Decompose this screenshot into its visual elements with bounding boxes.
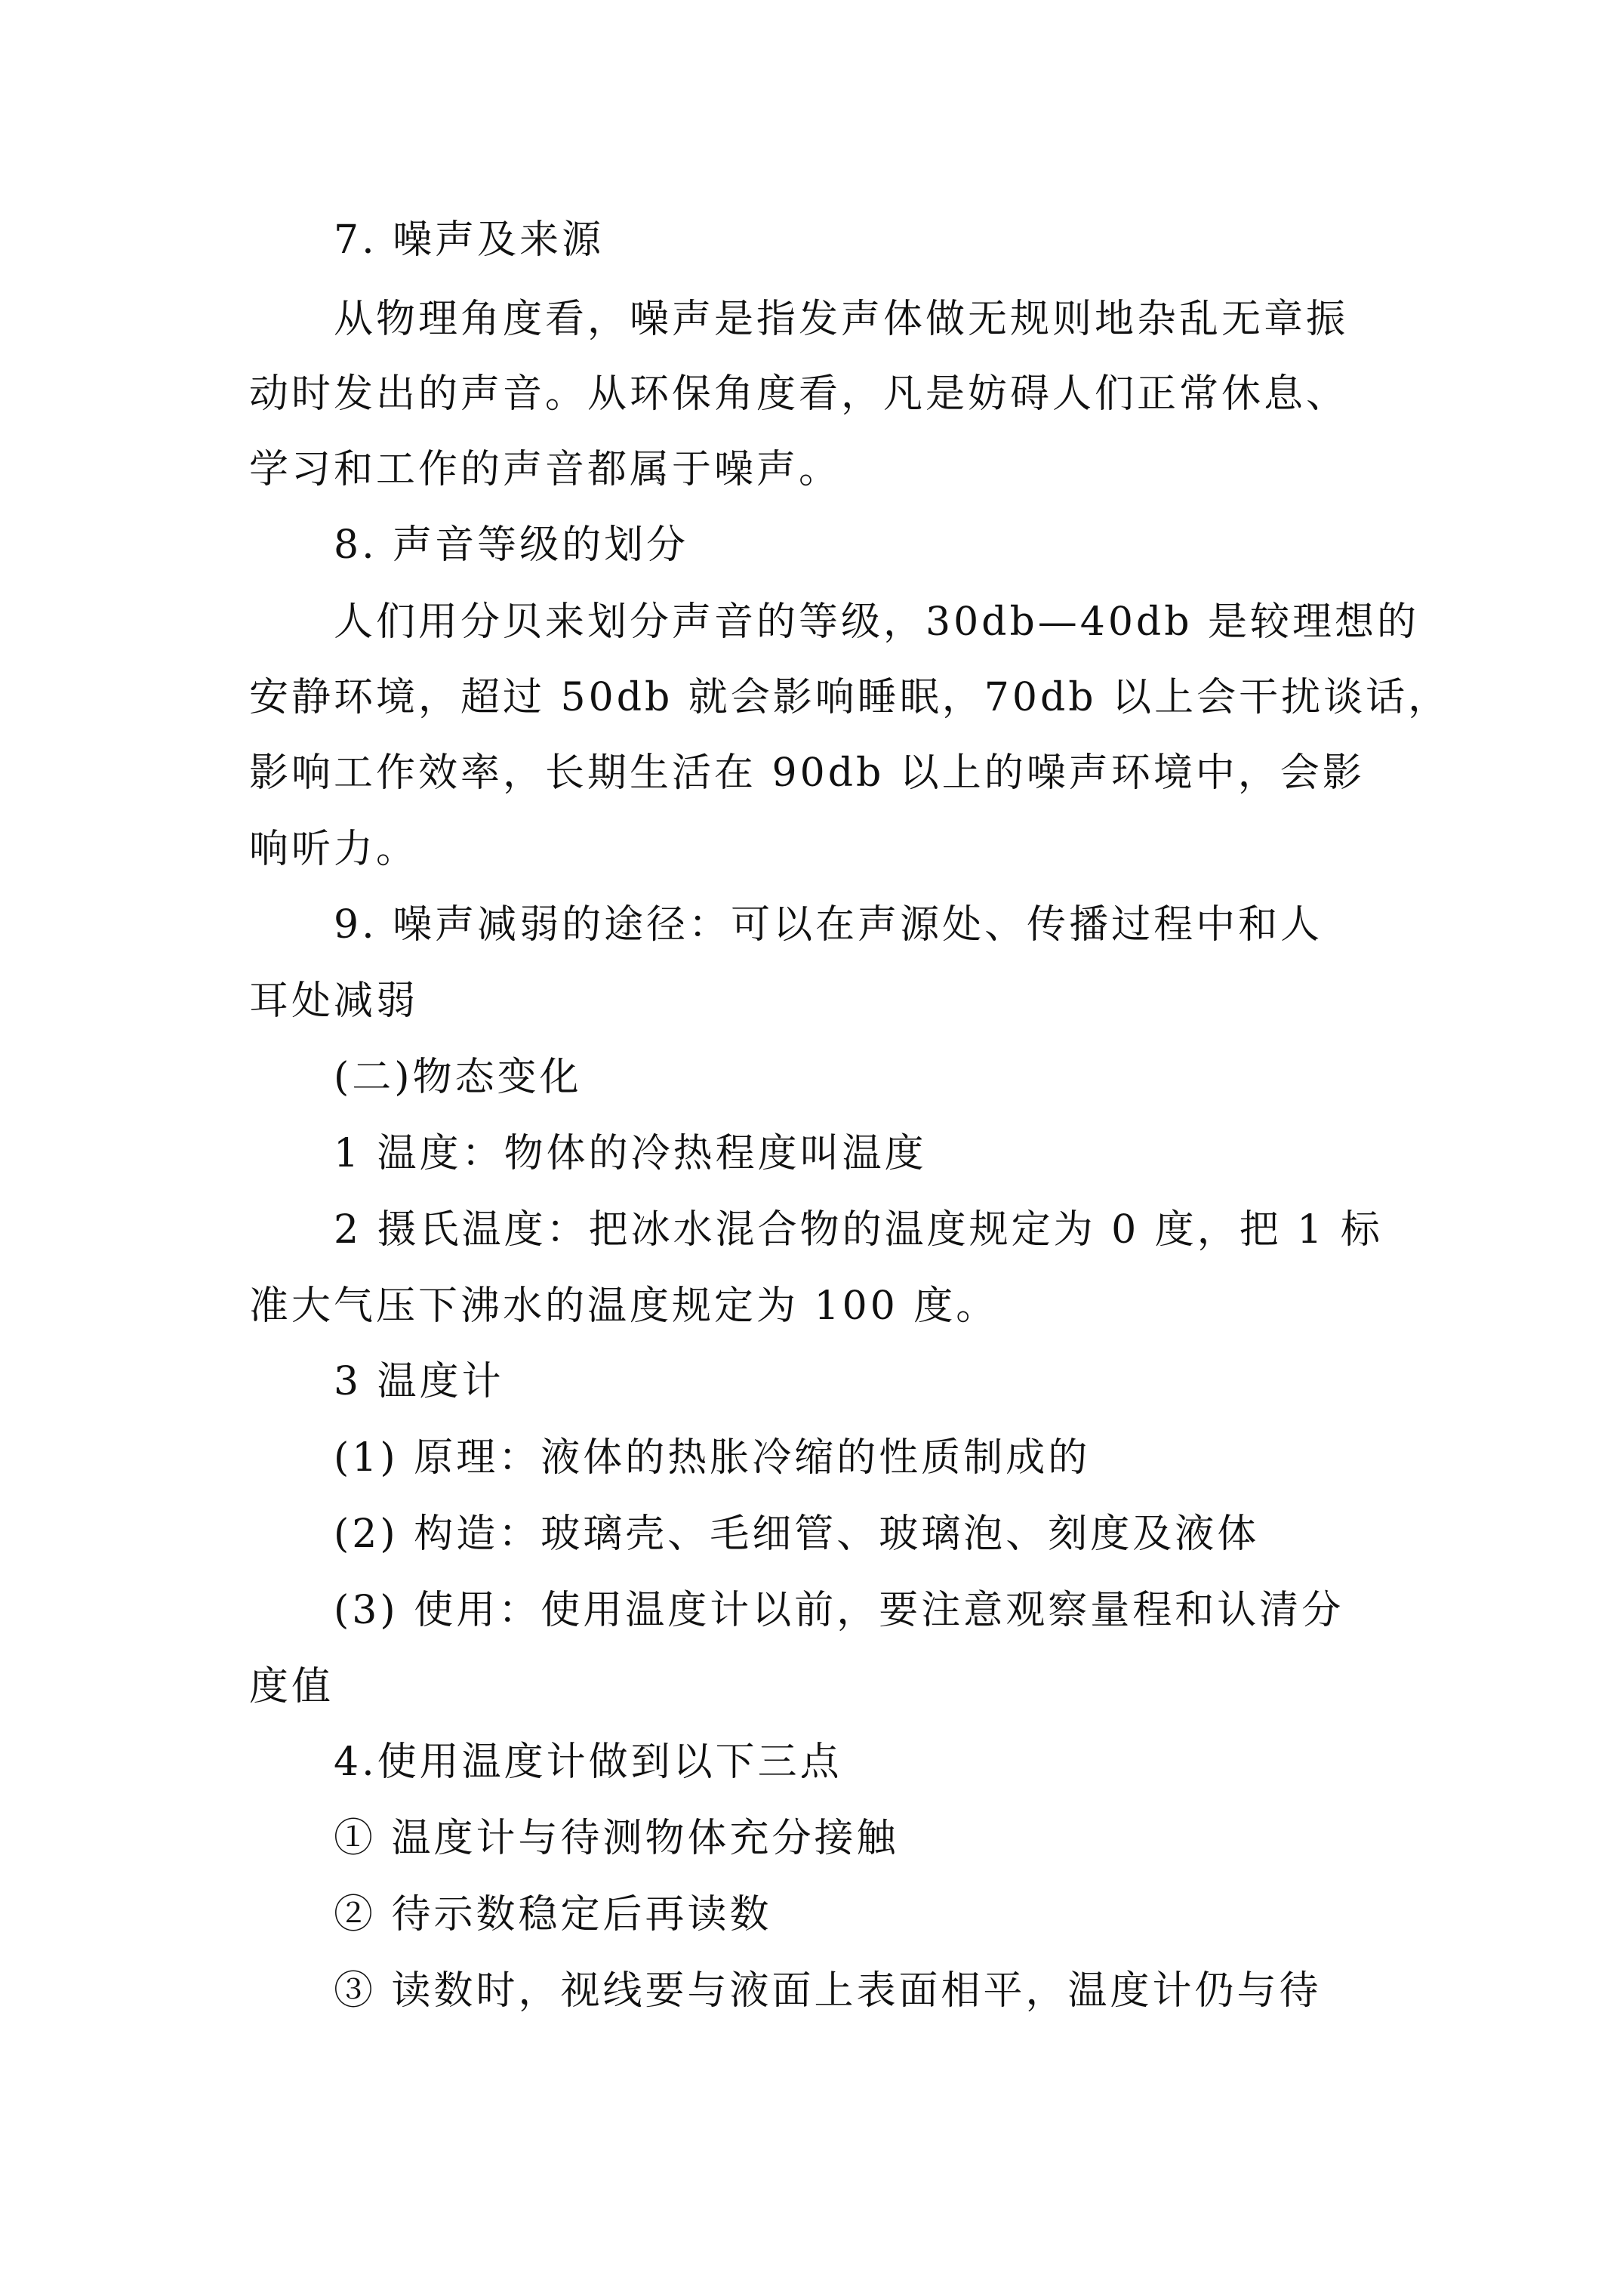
heading-thermometer-usage: 4.使用温度计做到以下三点: [334, 1740, 842, 1785]
paragraph-line: 准大气压下沸水的温度规定为 100 度。: [249, 1284, 999, 1329]
heading-noise-reduction: 9. 噪声减弱的途径：可以在声源处、传播过程中和人: [334, 902, 1323, 948]
paragraph-line: 安静环境，超过 50db 就会影响睡眠，70db 以上会干扰谈话，: [249, 675, 1451, 720]
paragraph-line: 从物理角度看，噪声是指发声体做无规则地杂乱无章振: [334, 297, 1349, 342]
section-heading-state-change: (二)物态变化: [334, 1055, 582, 1100]
heading-thermometer: 3 温度计: [334, 1359, 504, 1404]
paragraph-line: 影响工作效率，长期生活在 90db 以上的噪声环境中，会影: [249, 750, 1365, 796]
list-item: ③ 读数时，视线要与液面上表面相平，温度计仍与待: [334, 1968, 1322, 2014]
heading-sound-levels: 8. 声音等级的划分: [334, 522, 689, 568]
paragraph-line: 动时发出的声音。从环保角度看，凡是妨碍人们正常休息、: [249, 371, 1349, 417]
heading-temperature: 1 温度：物体的冷热程度叫温度: [334, 1131, 927, 1176]
list-item: (3) 使用：使用温度计以前，要注意观察量程和认清分: [334, 1588, 1344, 1633]
paragraph-line: 度值: [249, 1664, 334, 1709]
list-item: ① 温度计与待测物体充分接触: [334, 1816, 899, 1861]
paragraph-line: 学习和工作的声音都属于噪声。: [249, 447, 842, 492]
list-item: (2) 构造：玻璃壳、毛细管、玻璃泡、刻度及液体: [334, 1512, 1260, 1557]
paragraph-line: 人们用分贝来划分声音的等级，30db—40db 是较理想的: [334, 599, 1420, 645]
heading-celsius: 2 摄氏温度：把冰水混合物的温度规定为 0 度，把 1 标: [334, 1207, 1383, 1253]
list-item: (1) 原理：液体的热胀冷缩的性质制成的: [334, 1435, 1091, 1481]
paragraph-line: 响听力。: [249, 827, 419, 872]
heading-noise-source: 7. 噪声及来源: [334, 217, 605, 263]
paragraph-line: 耳处减弱: [249, 978, 419, 1024]
list-item: ② 待示数稳定后再读数: [334, 1892, 772, 1937]
